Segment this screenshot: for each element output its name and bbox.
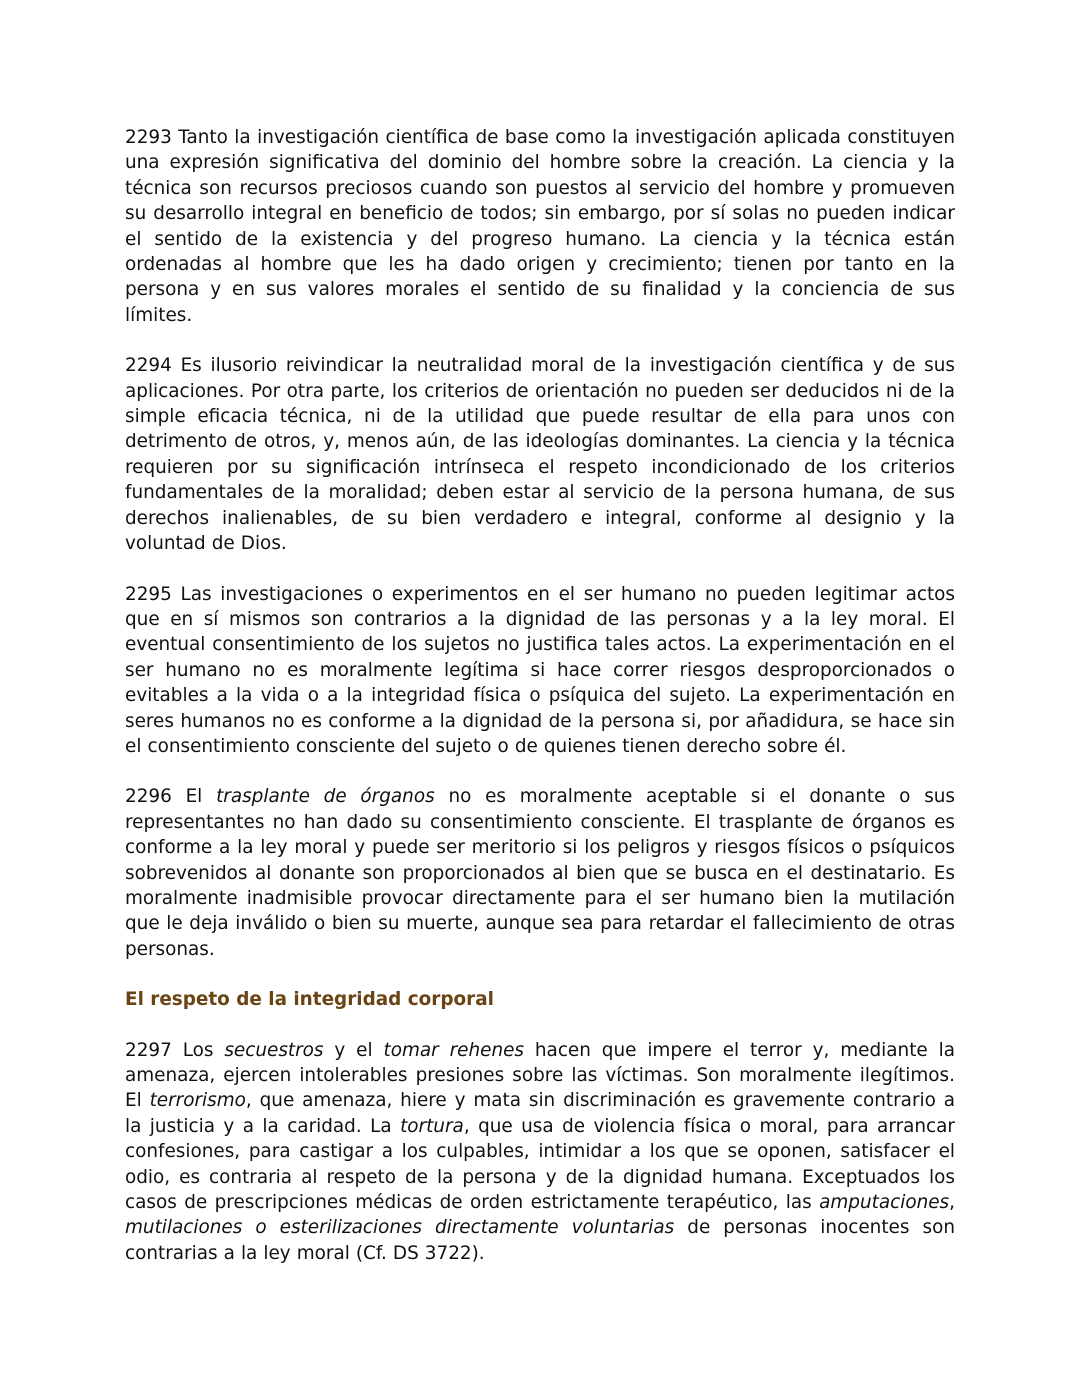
paragraph-2297-emphasis: tomar rehenes xyxy=(383,1039,524,1061)
paragraph-2297-emphasis: secuestros xyxy=(224,1039,324,1061)
paragraph-2296-segment: no es moralmente aceptable si el donante o sus representantes no han dado su consentimiento consciente. El trasplante de órganos es conforme a la ley moral y puede ser meritorio si los peligros y riesgos físicos o psíquicos sobrevenidos al donante son proporcionados al bien que se busca en el destinatario. Es moralmente inadmisible provocar directamente para el ser humano bien la mutilación que le deja inválido o bien su muerte, aunque sea para retardar el fallecimiento de otras personas. xyxy=(125,786,956,960)
paragraph-2297-segment: hacen que impere el terror y, mediante la amenaza, ejercen intolerables presiones sobre las víctimas. Son moralmente ilegítimos. El xyxy=(125,1039,955,1112)
paragraph-2297-emphasis: mutilaciones o esterilizaciones directamente voluntarias xyxy=(125,1217,675,1239)
document-page xyxy=(125,125,955,1266)
paragraph-2297-emphasis: terrorismo xyxy=(149,1090,246,1112)
section-heading: El respeto de la integridad corporal xyxy=(125,989,494,1011)
paragraph-2295-text: 2295 Las investigaciones o experimentos en el ser humano no pueden legitimar actos que en sí mismos son contrarios a la dignidad de las personas y a la ley moral. El eventual consentimiento de los sujetos no justifica tales actos. La experimentación en el ser humano no es moralmente legítima si hace correr riesgos desproporcionados o evitables a la vida o a la integridad física o psíquica del sujeto. La experimentación en seres humanos no es conforme a la dignidad de la persona si, por añadidura, se hace sin el consentimiento consciente del sujeto o de quienes tienen derecho sobre él. xyxy=(125,583,955,757)
paragraph-2296 xyxy=(125,784,955,962)
paragraph-2297-segment: , que amenaza, hiere y mata sin discriminación es gravemente contrario a la justicia y a la caridad. La xyxy=(125,1090,955,1137)
paragraph-2293-text: 2293 Tanto la investigación científica de base como la investigación aplicada constituyen una expresión significativa del dominio del hombre sobre la creación. La ciencia y la técnica son recursos preciosos cuando son puestos al servicio del hombre y promueven su desarrollo integral en beneficio de todos; sin embargo, por sí solas no pueden indicar el sentido de la existencia y del progreso humano. La ciencia y la técnica están ordenadas al hombre que les ha dado origen y crecimiento; tienen por tanto en la persona y en sus valores morales el sentido de su finalidad y la conciencia de sus límites. xyxy=(125,127,955,326)
paragraph-2297-segment: 2297 Los xyxy=(125,1039,225,1061)
paragraph-2297 xyxy=(125,1038,955,1267)
paragraph-2295 xyxy=(125,582,955,760)
paragraph-2294-text: 2294 Es ilusorio reivindicar la neutralidad moral de la investigación científica y de sus aplicaciones. Por otra parte, los criterios de orientación no pueden ser deducidos ni de la simple eficacia técnica, ni de la utilidad que puede resultar de ella para unos con detrimento de otros, y, menos aún, de las ideologías dominantes. La ciencia y la técnica requieren por su significación intrínseca el respeto incondicionado de los criterios fundamentales de la moralidad; deben estar al servicio de la persona humana, de sus derechos inalienables, de su bien verdadero e integral, conforme al designio y la voluntad de Dios. xyxy=(125,355,955,555)
paragraph-2297-emphasis: tortura xyxy=(400,1115,464,1137)
paragraph-2297-segment: , que usa de violencia física o moral, para arrancar confesiones, para castigar a los culpables, intimidar a los que se oponen, satisfacer el odio, es contraria al respeto de la persona y de la dignidad humana. Exceptuados los casos de prescripciones médicas de orden estrictamente terapéutico, las xyxy=(125,1115,955,1214)
paragraph-2296-emphasis: trasplante de órganos xyxy=(216,786,435,808)
paragraph-2294 xyxy=(125,353,955,556)
paragraph-2297-segment: de personas inocentes son contrarias a la ley moral (Cf. DS 3722). xyxy=(125,1217,955,1264)
paragraph-2297-segment: , xyxy=(949,1192,955,1214)
paragraph-2297-segment: y el xyxy=(323,1039,384,1061)
paragraph-2297-emphasis: amputaciones xyxy=(819,1192,950,1214)
paragraph-2296-segment: 2296 El xyxy=(125,786,217,808)
paragraph-2293 xyxy=(125,125,955,328)
